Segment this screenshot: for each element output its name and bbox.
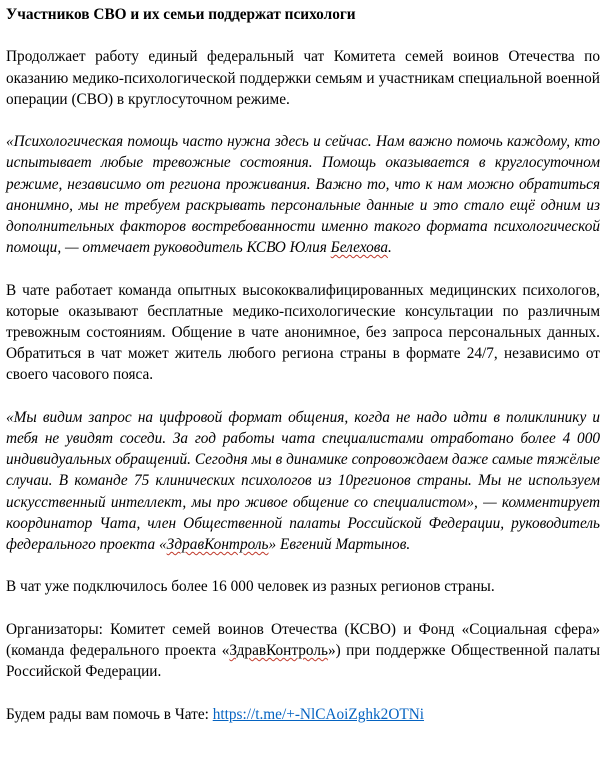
intro-paragraph: Продолжает работу единый федеральный чат Комитета семей воинов Отечества по оказанию медико-психологической поддержки семьям и участникам специальной военной операции (СВО) в круглосуточном режиме. bbox=[6, 48, 600, 108]
footer-paragraph bbox=[6, 704, 600, 725]
users-count-paragraph: В чат уже подключилось более 16 000 человек из разных регионов страны. bbox=[6, 578, 495, 596]
quote-1-text: «Психологическая помощь часто нужна здесь и сейчас. Нам важно помочь каждому, кто испытывает любые тревожные состояния. Помощь оказывается в круглосуточном режиме, независимо от региона проживания. Важно то, что к нам можно обратиться анонимно, мы не требуем раскрывать персональные данные и это стало ещё одним из дополнительных факторов востребованности именно такого формата психологической помощи, — отмечает руководитель КСВО Юлия bbox=[6, 133, 600, 257]
quote-1-end: . bbox=[387, 239, 392, 257]
quote-2-end: » Евгений Мартынов. bbox=[268, 536, 411, 554]
quote-paragraph-2 bbox=[6, 407, 600, 555]
team-paragraph: В чате работает команда опытных высококвалифицированных медицинских психологов, которые оказывают бесплатные медико-психологические консультации по различным тревожным состояниям. Общение в чате анонимное, без запроса персональных данных. Обратиться в чат может житель любого региона страны в формате 24/7, независимо от своего часового пояса. bbox=[6, 281, 600, 384]
quote-paragraph-1 bbox=[6, 131, 600, 258]
organizers-text: Организаторы: Комитет семей воинов Отечества (КСВО) и Фонд «Социальная сфера» (команда федерального проекта « bbox=[6, 620, 600, 659]
chat-link[interactable]: https://t.me/+-NlCAoiZghk2OTNi bbox=[212, 705, 425, 723]
article-title: Участников СВО и их семьи поддержат психологи bbox=[6, 6, 356, 23]
organizers-end: ») при поддержке Общественной палаты Российской Федерации. bbox=[6, 642, 600, 681]
quote-2-project-name: ЗдравКонтроль bbox=[166, 536, 269, 554]
quote-1-surname: Белехова bbox=[330, 239, 388, 257]
organizers-paragraph bbox=[6, 619, 600, 683]
organizers-project-name: ЗдравКонтроль bbox=[229, 642, 328, 659]
quote-2-text: «Мы видим запрос на цифровой формат общения, когда не надо идти в поликлинику и тебя не увидят соседи. За год работы чата специалистами отработано более 4 000 индивидуальных обращений. Сегодня мы в динамике сопровождаем даже самые тяжёлые случаи. В команде 75 клинических психологов из 10регионов страны. Мы не используем искусственный интеллект, мы про живое общение со специалистом», — комментирует координатор Чата, член Общественной палаты Российской Федерации, руководитель федерального проекта « bbox=[6, 408, 600, 554]
footer-text: Будем рады вам помочь в Чате: bbox=[6, 705, 213, 723]
document-body bbox=[6, 4, 600, 746]
